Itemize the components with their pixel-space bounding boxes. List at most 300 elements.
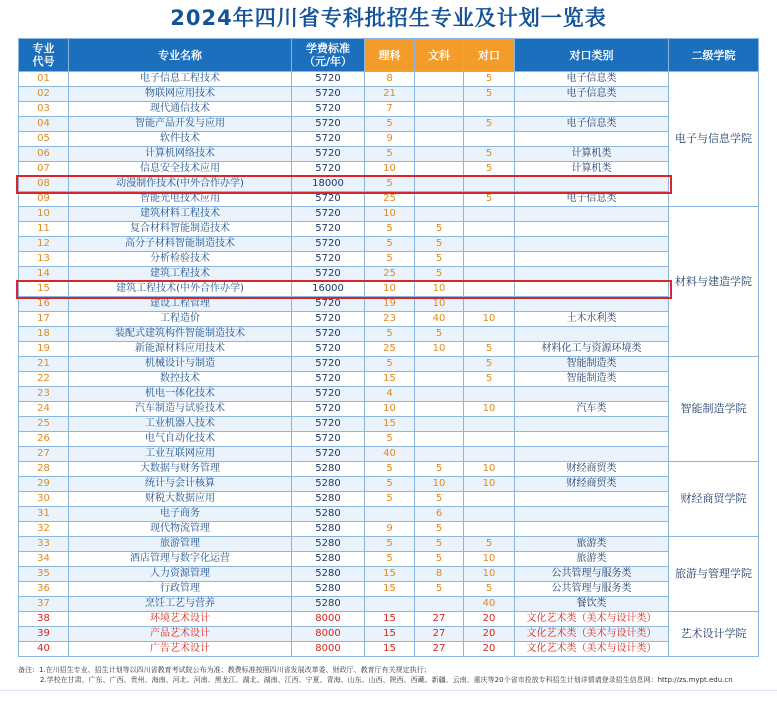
cell-fee: 5720 [292,72,365,87]
cell-fee: 8000 [292,627,365,642]
cell-fee: 5280 [292,492,365,507]
table-row [19,102,759,117]
header-code-label: 专业 代号 [32,42,55,68]
cell-science: 5 [365,477,415,492]
cell-science: 5 [365,462,415,477]
cell-category: 文化艺术类（美术与设计类） [515,612,669,627]
cell-category [515,417,669,432]
cell-arts: 40 [415,312,464,327]
cell-science: 25 [365,192,415,207]
cell-science: 10 [365,162,415,177]
table-row [19,147,759,162]
cell-category: 文化艺术类（美术与设计类） [515,642,669,657]
table-row [19,222,759,237]
table-row [19,492,759,507]
cell-major: 工程造价 [69,312,292,327]
cell-counterpart [464,282,515,297]
cell-category [515,327,669,342]
table-row [19,432,759,447]
table-body [19,72,759,657]
table-row [19,207,759,222]
cell-code: 33 [19,537,69,552]
cell-major: 智能光电技术应用 [69,192,292,207]
cell-arts [415,132,464,147]
cell-major: 建筑工程技术 [69,267,292,282]
cell-major: 新能源材料应用技术 [69,342,292,357]
cell-fee: 5720 [292,357,365,372]
cell-category [515,522,669,537]
cell-science: 5 [365,537,415,552]
bottom-strip [0,690,777,705]
cell-counterpart: 5 [464,87,515,102]
cell-fee: 18000 [292,177,365,192]
cell-fee: 5720 [292,207,365,222]
header-counterpart: 对口 [464,39,515,72]
table-row [19,342,759,357]
cell-counterpart: 5 [464,357,515,372]
table-row [19,357,759,372]
cell-arts: 10 [415,297,464,312]
cell-category [515,222,669,237]
cell-counterpart [464,492,515,507]
cell-major: 装配式建筑构件智能制造技术 [69,327,292,342]
table-row [19,132,759,147]
page-title: 2024年四川省专科批招生专业及计划一览表 [170,6,607,30]
cell-science: 9 [365,522,415,537]
cell-category [515,432,669,447]
cell-category [515,507,669,522]
cell-code: 39 [19,627,69,642]
table-row [19,627,759,642]
cell-category: 材料化工与资源环境类 [515,342,669,357]
cell-science: 15 [365,582,415,597]
cell-major: 建筑工程技术(中外合作办学) [69,282,292,297]
cell-category [515,252,669,267]
cell-arts [415,72,464,87]
header-counterpart-category: 对口类别 [515,39,669,72]
cell-fee: 5280 [292,582,365,597]
cell-fee: 5720 [292,132,365,147]
cell-fee: 5280 [292,522,365,537]
cell-code: 40 [19,642,69,657]
cell-code: 12 [19,237,69,252]
header-arts: 文科 [415,39,464,72]
cell-arts: 5 [415,327,464,342]
cell-code: 29 [19,477,69,492]
cell-major: 分析检验技术 [69,252,292,267]
cell-science: 15 [365,612,415,627]
cell-fee: 5720 [292,297,365,312]
cell-major: 计算机网络技术 [69,147,292,162]
cell-counterpart [464,132,515,147]
cell-category: 财经商贸类 [515,462,669,477]
cell-science: 7 [365,102,415,117]
table-header-row [19,39,759,72]
cell-fee: 5720 [292,372,365,387]
cell-major: 高分子材料智能制造技术 [69,237,292,252]
cell-major: 电气自动化技术 [69,432,292,447]
cell-category: 电子信息类 [515,87,669,102]
cell-counterpart [464,207,515,222]
plan-table [18,38,759,657]
cell-counterpart: 20 [464,627,515,642]
cell-fee: 5280 [292,462,365,477]
cell-counterpart: 40 [464,597,515,612]
cell-code: 25 [19,417,69,432]
header-major: 专业名称 [69,39,292,72]
cell-arts [415,162,464,177]
cell-counterpart: 10 [464,312,515,327]
cell-category [515,102,669,117]
cell-science: 10 [365,282,415,297]
cell-major: 信息安全技术应用 [69,162,292,177]
cell-arts: 5 [415,492,464,507]
cell-code: 26 [19,432,69,447]
cell-code: 28 [19,462,69,477]
cell-major: 统计与会计核算 [69,477,292,492]
cell-counterpart [464,387,515,402]
cell-fee: 5280 [292,552,365,567]
cell-counterpart [464,447,515,462]
cell-science: 15 [365,642,415,657]
cell-arts [415,447,464,462]
cell-category [515,132,669,147]
cell-counterpart: 5 [464,162,515,177]
cell-category: 公共管理与服务类 [515,582,669,597]
cell-code: 22 [19,372,69,387]
cell-major: 财税大数据应用 [69,492,292,507]
college-cell: 材料与建造学院 [669,207,759,357]
cell-category: 土木水利类 [515,312,669,327]
table-row [19,72,759,87]
table-row [19,327,759,342]
cell-category: 财经商贸类 [515,477,669,492]
cell-code: 15 [19,282,69,297]
cell-arts: 27 [415,627,464,642]
table-row [19,237,759,252]
note-line-2: 2.学校在甘肃、广东、广西、贵州、海南、河北、河南、黑龙江、湖北、湖南、江西、宁夏、青海、山东、山西、陕西、西藏、新疆、云南、重庆等20个省市投放专科招生计划详情请登录招生信息网：http://zs.mypt.edu.cn [40,676,733,684]
cell-counterpart: 5 [464,117,515,132]
cell-counterpart: 20 [464,612,515,627]
college-cell: 艺术设计学院 [669,612,759,657]
cell-major: 酒店管理与数字化运营 [69,552,292,567]
table-row [19,447,759,462]
cell-code: 34 [19,552,69,567]
cell-science: 25 [365,267,415,282]
cell-code: 32 [19,522,69,537]
cell-major: 工业机器人技术 [69,417,292,432]
cell-science: 15 [365,627,415,642]
cell-arts [415,372,464,387]
header-fee-label: 学费标准 （元/年） [303,42,353,68]
cell-arts: 6 [415,507,464,522]
cell-science: 10 [365,402,415,417]
cell-arts [415,387,464,402]
cell-category: 电子信息类 [515,192,669,207]
cell-major: 现代通信技术 [69,102,292,117]
cell-major: 机械设计与制造 [69,357,292,372]
cell-code: 16 [19,297,69,312]
table-row [19,612,759,627]
cell-fee: 5720 [292,192,365,207]
cell-category [515,387,669,402]
cell-fee: 5720 [292,387,365,402]
cell-category: 计算机类 [515,162,669,177]
table-row [19,282,759,297]
cell-category: 智能制造类 [515,372,669,387]
cell-counterpart [464,222,515,237]
cell-arts: 5 [415,222,464,237]
cell-category: 旅游类 [515,537,669,552]
cell-counterpart [464,432,515,447]
table-row [19,312,759,327]
cell-code: 05 [19,132,69,147]
cell-counterpart [464,237,515,252]
cell-code: 13 [19,252,69,267]
cell-major: 建筑材料工程技术 [69,207,292,222]
cell-science: 5 [365,252,415,267]
cell-counterpart [464,177,515,192]
cell-science: 4 [365,387,415,402]
cell-fee: 5720 [292,327,365,342]
cell-arts [415,102,464,117]
cell-category: 电子信息类 [515,117,669,132]
cell-code: 03 [19,102,69,117]
cell-fee: 5720 [292,432,365,447]
cell-science: 15 [365,567,415,582]
cell-counterpart [464,267,515,282]
cell-category: 电子信息类 [515,72,669,87]
cell-arts [415,177,464,192]
table-row [19,267,759,282]
cell-major: 产品艺术设计 [69,627,292,642]
cell-science: 10 [365,207,415,222]
cell-code: 36 [19,582,69,597]
cell-arts: 5 [415,252,464,267]
cell-counterpart: 10 [464,477,515,492]
cell-major: 机电一体化技术 [69,387,292,402]
cell-fee: 5720 [292,102,365,117]
cell-code: 21 [19,357,69,372]
cell-science: 9 [365,132,415,147]
table-row [19,162,759,177]
cell-arts: 5 [415,522,464,537]
cell-arts: 10 [415,342,464,357]
cell-counterpart [464,417,515,432]
cell-major: 复合材料智能制造技术 [69,222,292,237]
cell-code: 18 [19,327,69,342]
table-row [19,597,759,612]
cell-arts: 27 [415,642,464,657]
cell-science: 15 [365,417,415,432]
cell-arts [415,432,464,447]
cell-fee: 5720 [292,222,365,237]
cell-code: 35 [19,567,69,582]
cell-code: 04 [19,117,69,132]
cell-code: 08 [19,177,69,192]
table-row [19,522,759,537]
cell-counterpart: 5 [464,537,515,552]
cell-major: 现代物流管理 [69,522,292,537]
cell-major: 物联网应用技术 [69,87,292,102]
college-cell: 电子与信息学院 [669,72,759,207]
cell-major: 工业互联网应用 [69,447,292,462]
cell-category: 汽车类 [515,402,669,417]
cell-arts [415,87,464,102]
cell-counterpart: 5 [464,582,515,597]
table-row [19,537,759,552]
cell-category [515,267,669,282]
cell-code: 06 [19,147,69,162]
cell-code: 17 [19,312,69,327]
cell-fee: 5720 [292,252,365,267]
cell-fee: 16000 [292,282,365,297]
cell-fee: 5720 [292,87,365,102]
table-row [19,387,759,402]
cell-arts: 5 [415,552,464,567]
cell-counterpart [464,507,515,522]
cell-code: 38 [19,612,69,627]
table-row [19,297,759,312]
college-cell: 智能制造学院 [669,357,759,462]
cell-code: 02 [19,87,69,102]
header-college: 二级学院 [669,39,759,72]
cell-code: 11 [19,222,69,237]
cell-category [515,177,669,192]
cell-arts [415,357,464,372]
cell-major: 电子信息工程技术 [69,72,292,87]
cell-arts: 5 [415,537,464,552]
cell-major: 软件技术 [69,132,292,147]
cell-science: 25 [365,342,415,357]
table-row [19,642,759,657]
cell-science [365,507,415,522]
cell-major: 电子商务 [69,507,292,522]
cell-category: 计算机类 [515,147,669,162]
cell-major: 行政管理 [69,582,292,597]
cell-major: 广告艺术设计 [69,642,292,657]
cell-fee: 5280 [292,597,365,612]
cell-fee: 5280 [292,537,365,552]
cell-major: 数控技术 [69,372,292,387]
cell-science: 5 [365,432,415,447]
cell-counterpart: 5 [464,72,515,87]
cell-arts [415,597,464,612]
cell-science: 5 [365,117,415,132]
cell-code: 19 [19,342,69,357]
cell-arts: 5 [415,462,464,477]
cell-code: 30 [19,492,69,507]
cell-fee: 8000 [292,642,365,657]
cell-code: 24 [19,402,69,417]
table-row [19,372,759,387]
table-row [19,192,759,207]
cell-science: 5 [365,222,415,237]
cell-arts [415,147,464,162]
table-row [19,477,759,492]
header-fee [292,39,365,72]
cell-fee: 5720 [292,117,365,132]
cell-fee: 5720 [292,312,365,327]
cell-arts: 5 [415,237,464,252]
table-row [19,177,759,192]
cell-science: 5 [365,147,415,162]
cell-major: 智能产品开发与应用 [69,117,292,132]
cell-category [515,207,669,222]
cell-science [365,597,415,612]
table-row [19,117,759,132]
header-science: 理科 [365,39,415,72]
cell-fee: 5720 [292,342,365,357]
cell-arts: 8 [415,567,464,582]
cell-arts [415,402,464,417]
cell-major: 人力资源管理 [69,567,292,582]
table-row [19,567,759,582]
cell-code: 27 [19,447,69,462]
cell-arts: 5 [415,582,464,597]
cell-science: 40 [365,447,415,462]
cell-counterpart [464,522,515,537]
cell-science: 5 [365,357,415,372]
cell-major: 环境艺术设计 [69,612,292,627]
cell-counterpart [464,102,515,117]
cell-arts: 10 [415,477,464,492]
cell-category [515,237,669,252]
cell-counterpart [464,297,515,312]
cell-counterpart: 10 [464,567,515,582]
cell-category: 智能制造类 [515,357,669,372]
cell-counterpart: 5 [464,372,515,387]
table-row [19,402,759,417]
cell-code: 10 [19,207,69,222]
cell-code: 01 [19,72,69,87]
cell-category: 餐饮类 [515,597,669,612]
cell-code: 14 [19,267,69,282]
cell-science: 23 [365,312,415,327]
cell-science: 5 [365,552,415,567]
cell-science: 15 [365,372,415,387]
cell-category [515,297,669,312]
cell-category [515,447,669,462]
cell-fee: 5280 [292,567,365,582]
cell-science: 21 [365,87,415,102]
cell-fee: 5720 [292,237,365,252]
cell-counterpart [464,252,515,267]
college-cell: 旅游与管理学院 [669,537,759,612]
cell-fee: 5720 [292,267,365,282]
cell-code: 31 [19,507,69,522]
cell-arts: 10 [415,282,464,297]
cell-arts: 5 [415,267,464,282]
cell-counterpart: 10 [464,552,515,567]
cell-arts: 27 [415,612,464,627]
cell-counterpart [464,327,515,342]
table-row [19,252,759,267]
cell-category [515,282,669,297]
cell-science: 5 [365,177,415,192]
note-line-1: 备注：1.在川招生专业、招生计划等以四川省教育考试院公布为准；教费标准按照四川省发展改革委、财政厅、教育厅有关规定执行； [18,666,431,674]
cell-arts [415,192,464,207]
table-row [19,417,759,432]
table-row [19,582,759,597]
cell-arts [415,117,464,132]
cell-code: 09 [19,192,69,207]
cell-science: 5 [365,237,415,252]
table-row [19,552,759,567]
cell-fee: 5720 [292,147,365,162]
cell-counterpart: 5 [464,342,515,357]
cell-category: 旅游类 [515,552,669,567]
